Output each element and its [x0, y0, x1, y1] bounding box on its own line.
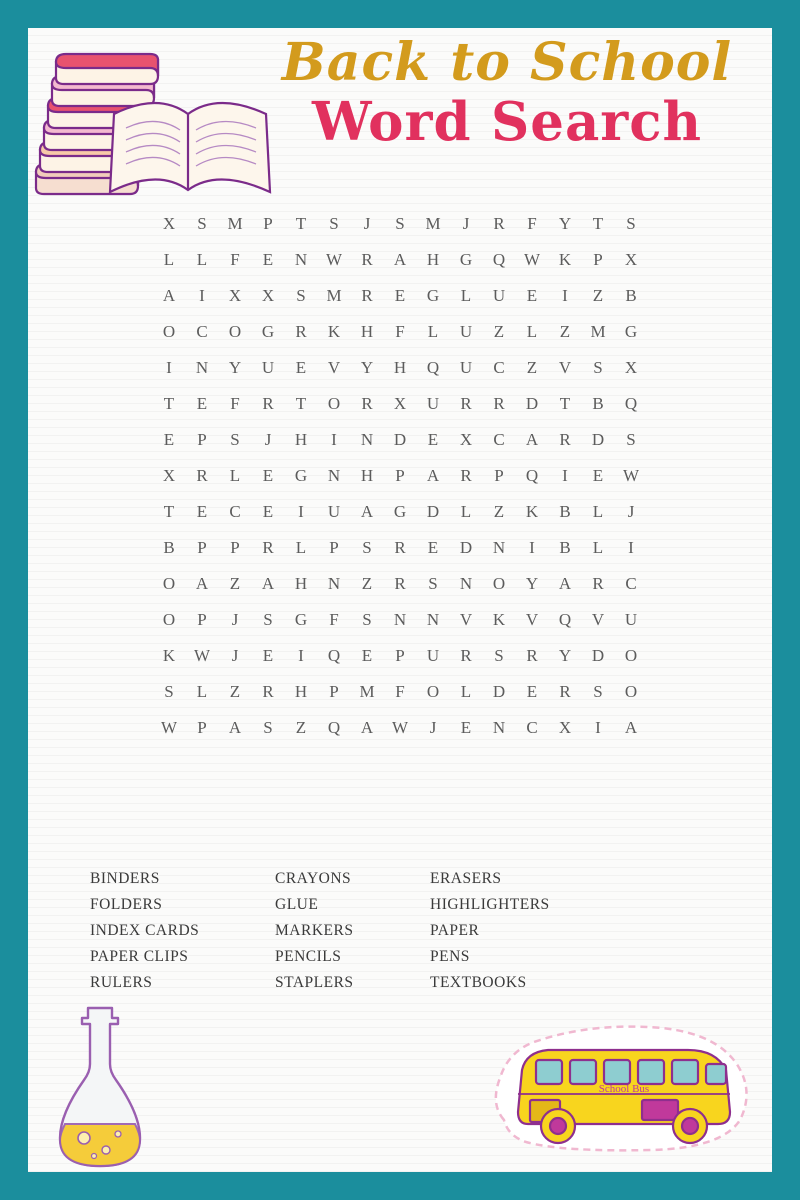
page-title-primary: Back to School [281, 32, 733, 93]
letter-cell[interactable]: R [196, 466, 208, 485]
letter-cell[interactable]: P [263, 214, 273, 233]
letter-cell[interactable]: E [262, 466, 274, 485]
letter-grid-row [153, 674, 648, 710]
letter-cell[interactable]: R [526, 646, 538, 665]
letter-cell[interactable]: S [626, 214, 636, 233]
letter-cell[interactable]: H [393, 358, 407, 377]
letter-cell[interactable]: A [624, 718, 638, 737]
letter-cell[interactable]: F [395, 682, 405, 701]
letter-cell[interactable]: U [426, 394, 440, 413]
letter-cell[interactable]: F [230, 250, 240, 269]
letter-cell[interactable]: S [395, 214, 405, 233]
letter-cell[interactable]: N [195, 358, 209, 377]
letter-cell[interactable]: V [558, 358, 572, 377]
letter-cell[interactable]: X [228, 286, 242, 305]
letter-cell[interactable]: R [262, 394, 274, 413]
letter-cell[interactable]: U [327, 502, 341, 521]
letter-cell[interactable]: J [627, 502, 635, 521]
letter-grid-row [153, 242, 648, 278]
letter-cell[interactable]: P [395, 466, 405, 485]
letter-cell[interactable]: L [196, 682, 208, 701]
letter-cell[interactable]: Y [558, 646, 572, 665]
letter-cell[interactable]: C [526, 718, 538, 737]
letter-cell[interactable]: W [160, 718, 178, 737]
letter-cell[interactable]: P [197, 718, 207, 737]
letter-cell[interactable]: M [227, 214, 243, 233]
bus-label: School Bus [598, 1083, 650, 1095]
letter-cell[interactable]: O [162, 574, 176, 593]
letter-cell[interactable]: X [624, 358, 638, 377]
letter-cell[interactable]: O [426, 682, 440, 701]
letter-cell[interactable]: P [197, 430, 207, 449]
letter-cell[interactable]: O [327, 394, 341, 413]
letter-cell[interactable]: P [329, 682, 339, 701]
letter-cell[interactable]: O [162, 610, 176, 629]
letter-cell[interactable]: D [591, 430, 605, 449]
letter-cell[interactable]: X [624, 250, 638, 269]
letter-grid-row [153, 314, 648, 350]
page-title-secondary: Word Search [311, 90, 703, 153]
letter-cell[interactable]: E [196, 502, 208, 521]
letter-cell[interactable]: X [162, 466, 176, 485]
letter-cell[interactable]: M [359, 682, 375, 701]
letter-cell[interactable]: C [229, 502, 241, 521]
letter-cell[interactable]: U [624, 610, 638, 629]
letter-cell[interactable]: K [162, 646, 176, 665]
letter-cell[interactable]: O [624, 646, 638, 665]
letter-cell[interactable]: O [228, 322, 242, 341]
letter-cell[interactable]: B [625, 286, 637, 305]
letter-cell[interactable]: U [492, 286, 506, 305]
letter-cell[interactable]: N [327, 574, 341, 593]
letter-cell[interactable]: H [294, 682, 308, 701]
letter-cell[interactable]: E [592, 466, 604, 485]
letter-cell[interactable]: A [360, 718, 374, 737]
word-item: FOLDERS [90, 896, 163, 913]
letter-cell[interactable]: S [197, 214, 207, 233]
letter-cell[interactable]: X [261, 286, 275, 305]
letter-cell[interactable]: E [427, 538, 439, 557]
letter-cell[interactable]: R [559, 430, 571, 449]
letter-cell[interactable]: E [163, 430, 175, 449]
letter-grid-row [153, 350, 648, 386]
letter-cell[interactable]: R [493, 214, 505, 233]
letter-cell[interactable]: A [228, 718, 242, 737]
word-list-column-1 [90, 866, 275, 996]
letter-cell[interactable]: N [492, 718, 506, 737]
letter-cell[interactable]: G [261, 322, 275, 341]
letter-cell[interactable]: N [294, 250, 308, 269]
letter-grid-row [153, 638, 648, 674]
letter-grid-table [153, 206, 648, 746]
letter-cell[interactable]: Y [525, 574, 539, 593]
letter-cell[interactable]: W [523, 250, 541, 269]
letter-cell[interactable]: J [231, 646, 239, 665]
letter-cell[interactable]: A [162, 286, 176, 305]
letter-cell[interactable]: X [459, 430, 473, 449]
letter-cell[interactable]: R [394, 538, 406, 557]
letter-cell[interactable]: Q [525, 466, 539, 485]
letter-cell[interactable]: I [166, 358, 172, 377]
letter-cell[interactable]: N [426, 610, 440, 629]
word-item: ERASERS [430, 870, 502, 887]
word-list [90, 866, 710, 996]
letter-cell[interactable]: E [262, 646, 274, 665]
letter-cell[interactable]: S [164, 682, 174, 701]
letter-cell[interactable]: S [296, 286, 306, 305]
letter-cell[interactable]: M [425, 214, 441, 233]
letter-cell[interactable]: M [590, 322, 606, 341]
letter-cell[interactable]: U [261, 358, 275, 377]
letter-cell[interactable]: S [428, 574, 438, 593]
letter-cell[interactable]: B [163, 538, 175, 557]
chemistry-flask-icon [46, 998, 196, 1172]
letter-cell[interactable]: E [460, 718, 472, 737]
letter-cell[interactable]: J [462, 214, 470, 233]
letter-cell[interactable]: W [325, 250, 343, 269]
letter-cell[interactable]: I [628, 538, 634, 557]
letter-cell[interactable]: V [327, 358, 341, 377]
letter-cell[interactable]: L [526, 322, 538, 341]
letter-cell[interactable]: P [593, 250, 603, 269]
letter-cell[interactable]: R [460, 646, 472, 665]
letter-cell[interactable]: L [295, 538, 307, 557]
letter-cell[interactable]: R [361, 250, 373, 269]
letter-grid-row [153, 422, 648, 458]
letter-cell[interactable]: O [624, 682, 638, 701]
letter-cell[interactable]: F [329, 610, 339, 629]
letter-cell[interactable]: Q [558, 610, 572, 629]
word-item: STAPLERS [275, 974, 354, 991]
letter-cell[interactable]: P [395, 646, 405, 665]
letter-cell[interactable]: E [295, 358, 307, 377]
letter-cell[interactable]: S [329, 214, 339, 233]
word-item: PAPER CLIPS [90, 948, 189, 965]
letter-cell[interactable]: Z [229, 682, 241, 701]
letter-cell[interactable]: E [262, 502, 274, 521]
word-search-grid [28, 206, 772, 746]
letter-cell[interactable]: I [595, 718, 601, 737]
letter-cell[interactable]: A [393, 250, 407, 269]
letter-cell[interactable]: U [459, 358, 473, 377]
letter-cell[interactable]: L [163, 250, 175, 269]
title-block [272, 32, 742, 153]
letter-cell[interactable]: D [459, 538, 473, 557]
letter-cell[interactable]: C [196, 322, 208, 341]
letter-cell[interactable]: R [493, 394, 505, 413]
letter-grid-body [153, 206, 648, 746]
letter-cell[interactable]: A [426, 466, 440, 485]
letter-cell[interactable]: K [327, 322, 341, 341]
letter-cell[interactable]: I [199, 286, 205, 305]
letter-cell[interactable]: R [262, 682, 274, 701]
letter-cell[interactable]: O [492, 574, 506, 593]
word-item: PENCILS [275, 948, 342, 965]
letter-cell[interactable]: E [526, 286, 538, 305]
letter-cell[interactable]: T [295, 394, 307, 413]
letter-cell[interactable]: V [459, 610, 473, 629]
letter-cell[interactable]: L [592, 502, 604, 521]
letter-cell[interactable]: X [162, 214, 176, 233]
letter-cell[interactable]: Q [492, 250, 506, 269]
word-item: PAPER [430, 922, 480, 939]
letter-cell[interactable]: N [492, 538, 506, 557]
letter-cell[interactable]: G [294, 466, 308, 485]
letter-grid-row [153, 278, 648, 314]
letter-cell[interactable]: J [231, 610, 239, 629]
letter-cell[interactable]: S [362, 610, 372, 629]
letter-cell[interactable]: D [426, 502, 440, 521]
letter-cell[interactable]: E [361, 646, 373, 665]
letter-cell[interactable]: Z [295, 718, 307, 737]
letter-cell[interactable]: J [429, 718, 437, 737]
letter-cell[interactable]: I [298, 646, 304, 665]
letter-cell[interactable]: N [360, 430, 374, 449]
letter-cell[interactable]: V [591, 610, 605, 629]
letter-cell[interactable]: S [626, 430, 636, 449]
word-item: PENS [430, 948, 470, 965]
letter-cell[interactable]: C [625, 574, 637, 593]
letter-cell[interactable]: A [261, 574, 275, 593]
letter-cell[interactable]: X [558, 718, 572, 737]
letter-cell[interactable]: K [525, 502, 539, 521]
letter-grid-row [153, 494, 648, 530]
letter-cell[interactable]: H [360, 322, 374, 341]
letter-cell[interactable]: D [492, 682, 506, 701]
letter-cell[interactable]: F [230, 394, 240, 413]
letter-cell[interactable]: Q [327, 646, 341, 665]
letter-cell[interactable]: S [593, 358, 603, 377]
letter-cell[interactable]: G [426, 286, 440, 305]
letter-cell[interactable]: V [525, 610, 539, 629]
letter-cell[interactable]: I [562, 286, 568, 305]
letter-cell[interactable]: G [393, 502, 407, 521]
letter-cell[interactable]: Z [592, 286, 604, 305]
letter-cell[interactable]: U [426, 646, 440, 665]
letter-cell[interactable]: L [460, 286, 472, 305]
letter-cell[interactable]: L [460, 502, 472, 521]
worksheet-header [28, 28, 772, 188]
letter-cell[interactable]: G [624, 322, 638, 341]
letter-cell[interactable]: O [162, 322, 176, 341]
letter-cell[interactable]: P [197, 538, 207, 557]
letter-cell[interactable]: R [361, 286, 373, 305]
letter-cell[interactable]: D [393, 430, 407, 449]
letter-cell[interactable]: Y [558, 214, 572, 233]
letter-cell[interactable]: P [230, 538, 240, 557]
word-item: MARKERS [275, 922, 354, 939]
letter-cell[interactable]: B [559, 502, 571, 521]
letter-cell[interactable]: D [591, 646, 605, 665]
letter-cell[interactable]: L [427, 322, 439, 341]
letter-cell[interactable]: G [294, 610, 308, 629]
letter-cell[interactable]: E [427, 430, 439, 449]
letter-cell[interactable]: Z [493, 322, 505, 341]
letter-grid-row [153, 530, 648, 566]
letter-cell[interactable]: S [362, 538, 372, 557]
letter-cell[interactable]: T [163, 394, 175, 413]
letter-cell[interactable]: U [459, 322, 473, 341]
letter-cell[interactable]: D [525, 394, 539, 413]
worksheet-paper [28, 28, 772, 1172]
letter-cell[interactable]: A [558, 574, 572, 593]
school-bus-icon [482, 1008, 762, 1168]
letter-cell[interactable]: Z [361, 574, 373, 593]
letter-cell[interactable]: H [294, 430, 308, 449]
letter-cell[interactable]: E [196, 394, 208, 413]
letter-cell[interactable]: S [230, 430, 240, 449]
letter-grid-row [153, 206, 648, 242]
letter-cell[interactable]: E [394, 286, 406, 305]
letter-cell[interactable]: L [196, 250, 208, 269]
letter-cell[interactable]: A [195, 574, 209, 593]
letter-cell[interactable]: W [622, 466, 640, 485]
word-item: CRAYONS [275, 870, 352, 887]
letter-cell[interactable]: Q [426, 358, 440, 377]
letter-cell[interactable]: A [360, 502, 374, 521]
letter-cell[interactable]: N [459, 574, 473, 593]
letter-cell[interactable]: Z [493, 502, 505, 521]
letter-cell[interactable]: W [391, 718, 409, 737]
letter-cell[interactable]: N [327, 466, 341, 485]
letter-cell[interactable]: Z [559, 322, 571, 341]
letter-cell[interactable]: P [494, 466, 504, 485]
letter-grid-row [153, 602, 648, 638]
letter-cell[interactable]: J [264, 430, 272, 449]
letter-cell[interactable]: F [527, 214, 537, 233]
letter-cell[interactable]: E [262, 250, 274, 269]
letter-cell[interactable]: Y [360, 358, 374, 377]
letter-cell[interactable]: B [592, 394, 604, 413]
letter-cell[interactable]: M [326, 286, 342, 305]
letter-cell[interactable]: R [592, 574, 604, 593]
letter-cell[interactable]: I [529, 538, 535, 557]
letter-cell[interactable]: H [294, 574, 308, 593]
word-item: HIGHLIGHTERS [430, 896, 550, 913]
letter-cell[interactable]: K [492, 610, 506, 629]
letter-cell[interactable]: J [363, 214, 371, 233]
letter-cell[interactable]: T [295, 214, 307, 233]
letter-cell[interactable]: R [394, 574, 406, 593]
letter-cell[interactable]: R [361, 394, 373, 413]
letter-cell[interactable]: R [460, 466, 472, 485]
letter-cell[interactable]: Q [327, 718, 341, 737]
letter-cell[interactable]: S [263, 718, 273, 737]
word-item: TEXTBOOKS [430, 974, 527, 991]
letter-cell[interactable]: L [460, 682, 472, 701]
word-list-column-3 [430, 866, 615, 996]
letter-cell[interactable]: R [559, 682, 571, 701]
letter-cell[interactable]: H [360, 466, 374, 485]
letter-cell[interactable]: W [193, 646, 211, 665]
letter-cell[interactable]: T [592, 214, 604, 233]
letter-cell[interactable]: I [331, 430, 337, 449]
letter-grid-row [153, 710, 648, 746]
letter-cell[interactable]: G [459, 250, 473, 269]
letter-cell[interactable]: B [559, 538, 571, 557]
letter-cell[interactable]: R [262, 538, 274, 557]
letter-cell[interactable]: C [493, 358, 505, 377]
letter-cell[interactable]: A [525, 430, 539, 449]
word-item: INDEX CARDS [90, 922, 200, 939]
letter-cell[interactable]: S [263, 610, 273, 629]
letter-cell[interactable]: Q [624, 394, 638, 413]
letter-cell[interactable]: S [593, 682, 603, 701]
letter-cell[interactable]: Y [228, 358, 242, 377]
letter-cell[interactable]: S [494, 646, 504, 665]
letter-cell[interactable]: N [393, 610, 407, 629]
letter-cell[interactable]: I [298, 502, 304, 521]
letter-cell[interactable]: L [592, 538, 604, 557]
letter-cell[interactable]: C [493, 430, 505, 449]
letter-cell[interactable]: E [526, 682, 538, 701]
letter-grid-row [153, 386, 648, 422]
letter-cell[interactable]: T [163, 502, 175, 521]
letter-cell[interactable]: T [559, 394, 571, 413]
letter-cell[interactable]: P [329, 538, 339, 557]
letter-cell[interactable]: I [562, 466, 568, 485]
word-item: GLUE [275, 896, 319, 913]
letter-cell[interactable]: K [558, 250, 572, 269]
letter-grid-row [153, 566, 648, 602]
letter-cell[interactable]: F [395, 322, 405, 341]
letter-grid-row [153, 458, 648, 494]
word-item: BINDERS [90, 870, 160, 887]
letter-cell[interactable]: Z [229, 574, 241, 593]
letter-cell[interactable]: Z [526, 358, 538, 377]
word-list-column-2 [275, 866, 430, 996]
letter-cell[interactable]: P [197, 610, 207, 629]
word-item: RULERS [90, 974, 153, 991]
letter-cell[interactable]: R [295, 322, 307, 341]
letter-cell[interactable]: X [393, 394, 407, 413]
letter-cell[interactable]: L [229, 466, 241, 485]
letter-cell[interactable]: H [426, 250, 440, 269]
letter-cell[interactable]: R [460, 394, 472, 413]
